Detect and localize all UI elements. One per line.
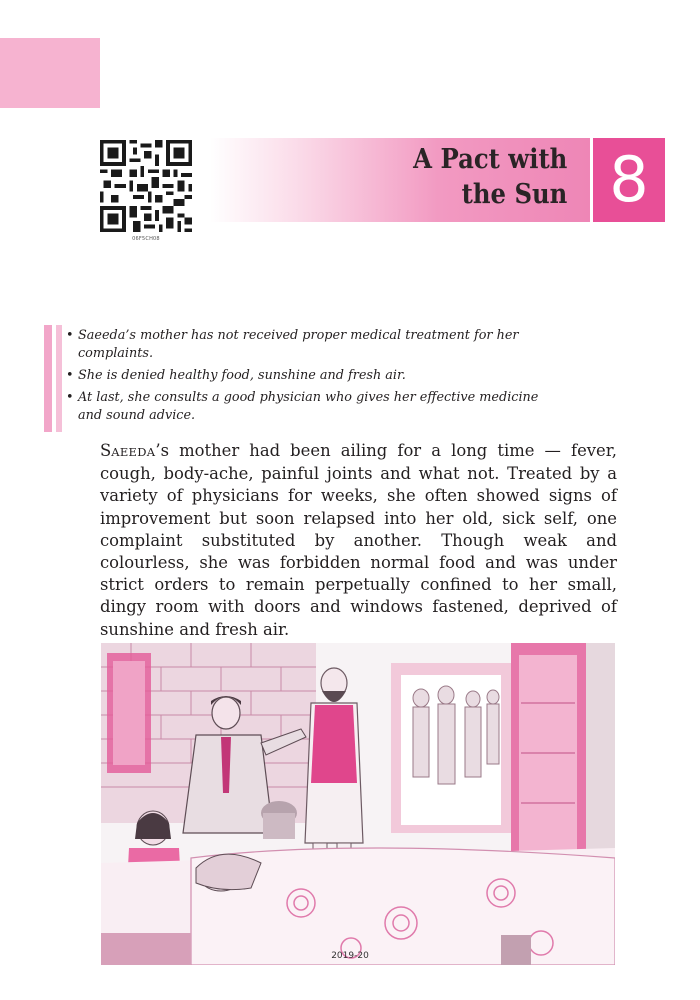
- chapter-title-line-2: the Sun: [461, 179, 567, 210]
- chapter-number: 8: [609, 143, 649, 216]
- summary-item: [66, 367, 546, 385]
- bullet-dot: •: [66, 368, 74, 383]
- paragraph-text: ’s mother had been ailing for a long time — fever, cough, body-ache, painful joints and what not. Treated by a variety of physicians for weeks, she often showed signs of improvement but soon relapsed into her old, sick self, one complaint substituted by another. Though weak and colourless, she was forbidden normal food and was under strict orders to remain perpetually confined to her small, dingy room with doors and windows fastened, deprived of sunshine and fresh air.: [100, 441, 617, 639]
- chapter-title: [413, 142, 567, 212]
- summary-side-bars: [44, 325, 64, 432]
- story-illustration: [101, 643, 615, 965]
- lead-small-caps: AEEDA: [111, 445, 156, 459]
- summary-item-text: Saeeda’s mother has not received proper medical treatment for her complaints.: [78, 328, 519, 361]
- summary-list: [66, 327, 546, 429]
- bullet-dot: •: [66, 328, 74, 343]
- qr-code-label: 06F5CH08: [132, 236, 160, 242]
- summary-item: [66, 327, 546, 363]
- summary-item: [66, 389, 546, 425]
- summary-bar-dark: [44, 325, 52, 432]
- corner-tab: [0, 38, 100, 108]
- summary-item-text: At last, she consults a good physician who gives her effective medicine and sound advice.: [78, 390, 539, 423]
- bullet-dot: •: [66, 390, 74, 405]
- page-footer-year: 2019-20: [331, 951, 369, 961]
- chapter-title-line-1: A Pact with: [412, 144, 567, 175]
- summary-bar-light: [56, 325, 62, 432]
- qr-code-image[interactable]: [100, 140, 192, 232]
- summary-item-text: She is denied healthy food, sunshine and fresh air.: [78, 368, 406, 383]
- story-paragraph: [100, 440, 617, 641]
- lead-letter: S: [100, 441, 112, 460]
